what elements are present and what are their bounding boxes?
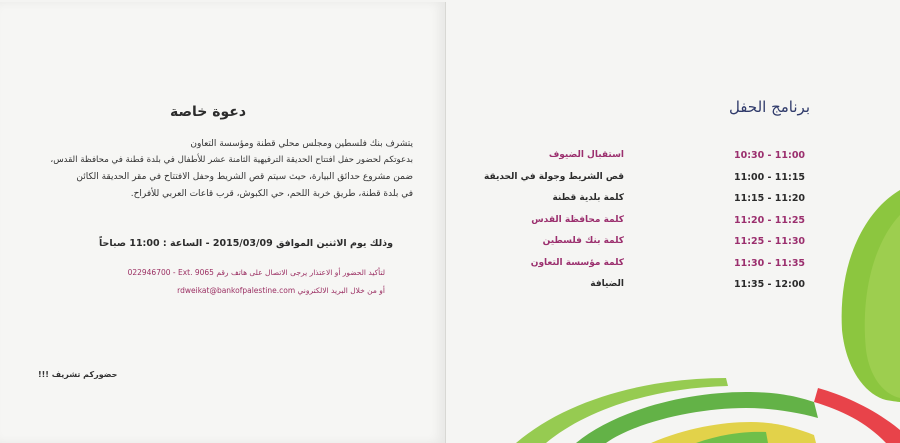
rsvp-phone-number: 022946700 - Ext. 9065 xyxy=(127,268,214,277)
schedule-row xyxy=(446,279,806,295)
left-page xyxy=(0,2,446,443)
schedule-item-time: 11:35 - 12:00 xyxy=(734,279,806,290)
invitation-body-line: بدعوتكم لحضور حفل افتتاح الحديقة الترفيهية الثامنة عشر للأطفال في بلدة قطنة في محافظة القدس، xyxy=(50,155,413,165)
schedule-item-label: استقبال الضيوف xyxy=(548,150,624,160)
schedule-item-label: كلمة بنك فلسطين xyxy=(542,236,624,246)
schedule-item-time: 11:20 - 11:25 xyxy=(734,214,806,226)
schedule-item-label: كلمة مؤسسة التعاون xyxy=(530,257,624,268)
rsvp-phone-text: لتأكيد الحضور أو الاعتذار يرجى الاتصال على هاتف رقم xyxy=(216,268,385,277)
schedule-item-time: 11:15 - 11:20 xyxy=(734,193,806,204)
schedule-item-time: 10:30 - 11:00 xyxy=(734,150,806,161)
schedule-item-time: 11:30 - 11:35 xyxy=(734,257,806,269)
program-title: برنامج الحفل xyxy=(728,98,810,116)
closing-note: حضوركم تشريف !!! xyxy=(38,370,118,379)
invitation-intro: يتشرف بنك فلسطين ومجلس محلي قطنة ومؤسسة التعاون xyxy=(190,139,413,149)
schedule-item-time: 11:00 - 11:15 xyxy=(734,171,806,183)
right-page xyxy=(446,0,900,443)
event-date-line: وذلك يوم الاثنين الموافق 2015/03/09 - الساعة : 11:00 صباحاً xyxy=(98,238,393,249)
schedule-row xyxy=(446,258,806,274)
rsvp-email-address: rdweikat@bankofpalestine.com xyxy=(177,286,296,295)
schedule-item-label: كلمة بلدية قطنة xyxy=(552,193,624,203)
rsvp-email-text: أو من خلال البريد الالكتروني xyxy=(297,286,385,295)
rsvp-phone-line xyxy=(65,268,385,277)
schedule-item-time: 11:25 - 11:30 xyxy=(734,236,806,247)
rsvp-email-line xyxy=(65,286,385,295)
schedule-item-label: كلمة محافظة القدس xyxy=(531,214,624,225)
schedule-row xyxy=(446,193,806,209)
schedule-item-label: الضيافة xyxy=(590,279,624,289)
schedule-row xyxy=(446,172,806,188)
schedule-row xyxy=(446,236,806,252)
invitation-body-line: ضمن مشروع حدائق البيارة، حيث سيتم قص الشريط وحفل الافتتاح في مقر الحديقة الكائن xyxy=(76,172,413,182)
schedule-item-label: قص الشريط وجولة في الحديقة xyxy=(484,171,624,182)
invitation-body-line: في بلدة قطنة، طريق خربة اللحم، حي الكبوش، قرب قاعات العربي للأفراح. xyxy=(130,189,413,199)
invitation-title: دعوة خاصة xyxy=(170,104,247,120)
schedule-row xyxy=(446,150,806,166)
schedule-row xyxy=(446,215,806,231)
